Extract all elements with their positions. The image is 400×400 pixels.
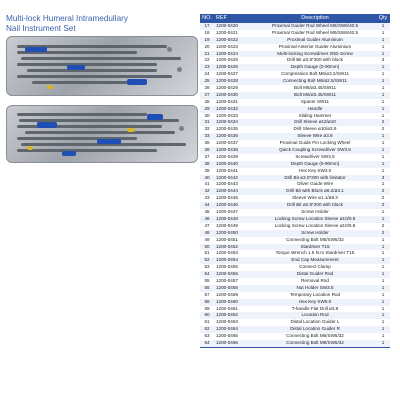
cell-qty: 1 [381,257,385,263]
header-description: Description [301,15,329,21]
cell-ref: 1200-0461 [216,305,238,311]
cell-no: 50 [204,243,210,249]
table-row [200,133,390,140]
cell-no: 56 [204,284,210,290]
cell-qty: 1 [381,71,385,77]
cell-no: 62 [204,326,210,332]
table-row [200,126,390,133]
cell-ref: 1200-0456 [216,271,238,277]
cell-description: Proximal Anterior Guider Aluminium [278,43,352,49]
cell-qty: 1 [381,215,385,221]
cell-no: 53 [204,264,210,270]
cell-description: Drill Bit ø3.0*300 with limitator [284,174,346,180]
cell-no: 57 [204,291,210,297]
cell-ref: 1200-0448 [216,215,238,221]
cell-qty: 2 [381,202,385,208]
cell-qty: 3 [381,57,385,63]
cell-no: 51 [204,250,210,256]
table-row [200,119,390,126]
cell-qty: 1 [381,78,385,84]
cell-ref: 1200-0426 [216,64,238,70]
cell-ref: 1200-0444 [216,188,238,194]
table-row [200,154,390,161]
cell-ref: 1200-0466 [216,339,238,345]
cell-qty: 1 [381,98,385,104]
cell-no: 61 [204,319,210,325]
table-row [200,161,390,168]
cell-description: Connecting Bolt M5/SW5/32 [286,236,344,242]
cell-qty: 1 [381,264,385,270]
cell-description: Proximal Guide Pin Locking Wheel [279,140,351,146]
table-row [200,113,390,120]
table-row [200,216,390,223]
cell-ref: 1200-0427 [216,71,238,77]
cell-ref: 1200-0433 [216,112,238,118]
cell-description: Drill Bit ø3.8*300 with block [287,57,343,63]
cell-qty: 1 [381,298,385,304]
cell-qty: 1 [381,284,385,290]
cell-description: Screw Holder [301,209,329,215]
cell-description: Multi-locking Screwdriver 2ND Screw [277,50,353,56]
cell-no: 58 [204,298,210,304]
cell-no: 45 [204,209,210,215]
table-row [200,64,390,71]
cell-ref: 1200-0464 [216,326,238,332]
table-row [200,319,390,326]
cell-qty: 1 [381,29,385,35]
table-row [200,312,390,319]
table-row [200,223,390,230]
cell-qty: 1 [381,326,385,332]
table-row [200,306,390,313]
table-row [200,175,390,182]
cell-no: 20 [204,43,210,49]
cell-no: 46 [204,215,210,221]
cell-qty: 1 [381,153,385,159]
cell-ref: 1200-0465 [216,333,238,339]
table-row [200,188,390,195]
cell-no: 19 [204,36,210,42]
table-row [200,78,390,85]
cell-ref: 1200-0451 [216,236,238,242]
cell-ref: 1200-0423 [216,43,238,49]
cell-ref: 1200-0431 [216,98,238,104]
cell-no: 54 [204,271,210,277]
table-row [200,202,390,209]
cell-description: Compression Bolt M6/ø3.2/SW11 [281,71,349,77]
cell-description: Proximal Guider Rod Wheel M6/SW6/40.5 [271,29,359,35]
cell-ref: 1200-0420 [216,23,238,28]
cell-qty: 1 [381,312,385,318]
cell-ref: 1200-0454 [216,257,238,263]
cell-description: Distal Location Guider L [290,319,340,325]
cell-qty: 1 [381,91,385,97]
cell-description: Stardriver T15 [300,243,330,249]
table-row [200,147,390,154]
table-row [200,237,390,244]
table-row [200,285,390,292]
table-row [200,264,390,271]
cell-no: 60 [204,312,210,318]
cell-qty: 1 [381,140,385,146]
cell-ref: 1200-0425 [216,57,238,63]
cell-description: Connect Clamp [299,264,331,270]
cell-ref: 1200-0434 [216,119,238,125]
cell-description: Distal Location Guider R [290,326,340,332]
table-row [200,99,390,106]
table-row [200,57,390,64]
table-row [200,195,390,202]
cell-no: 64 [204,339,210,345]
cell-description: Screw Holder [301,229,329,235]
cell-qty: 1 [381,105,385,111]
table-row [200,278,390,285]
table-row [200,340,390,347]
table-row [200,209,390,216]
instrument-tray-photo-bottom [6,105,198,163]
cell-ref: 1200-0447 [216,209,238,215]
cell-description: Nut Holder SW3.5 [296,284,334,290]
cell-qty: 2 [381,188,385,194]
cell-no: 38 [204,160,210,166]
cell-ref: 1200-0435 [216,126,238,132]
cell-description: T-handle Flat Drill ø3.8 [291,305,339,311]
cell-ref: 1200-0436 [216,133,238,139]
cell-ref: 1200-0457 [216,277,238,283]
cell-no: 32 [204,126,210,132]
cell-ref: 1200-0438 [216,147,238,153]
cell-ref: 1200-0421 [216,29,238,35]
cell-description: Drill Bit with Block ø8.2/ø3.1 [286,188,344,194]
cell-description: Hex Key SW5.0 [298,298,332,304]
cell-ref: 1200-0424 [216,50,238,56]
cell-qty: 1 [381,64,385,70]
cell-qty: 1 [381,236,385,242]
cell-qty: 1 [381,85,385,91]
cell-ref: 1200-0462 [216,312,238,318]
cell-description: Bolt M6/ø3.45/SW11 [293,91,337,97]
cell-no: 37 [204,153,210,159]
cell-qty: 1 [381,43,385,49]
cell-description: Drill Sleeve ø13/ø10 [294,119,336,125]
cell-description: Sliding Hammer [298,112,332,118]
cell-no: 26 [204,85,210,91]
cell-description: Bolt M6/ø3.45/SW11 [293,85,337,91]
cell-description: Proximal Guider Aluminium [287,36,343,42]
cell-qty: 1 [381,160,385,166]
cell-ref: 1200-0442 [216,174,238,180]
table-row [200,257,390,264]
cell-description: Location Rod [301,312,329,318]
table-row [200,244,390,251]
set-title-line-2: Nail Instrument Set [6,23,76,33]
cell-ref: 1200-0422 [216,36,238,42]
cell-ref: 1200-0459 [216,291,238,297]
cell-no: 36 [204,147,210,153]
cell-ref: 1200-0430 [216,91,238,97]
cell-no: 41 [204,181,210,187]
cell-description: Distal Guider Rod [296,271,334,277]
cell-ref: 1200-0463 [216,319,238,325]
cell-no: 47 [204,222,210,228]
cell-no: 33 [204,133,210,139]
set-title [6,14,196,33]
table-row [200,92,390,99]
cell-ref: 1200-0453 [216,250,238,256]
cell-qty: 1 [381,243,385,249]
cell-no: 40 [204,174,210,180]
cell-ref: 1200-0450 [216,229,238,235]
cell-no: 18 [204,29,210,35]
cell-qty: 1 [381,291,385,297]
cell-no: 63 [204,333,210,339]
cell-description: Depth Gauge (0-90mm) [290,160,340,166]
cell-description: Screwdriver SW3.5 [295,153,335,159]
cell-description: Sleeve Wire ø3.8 [297,133,333,139]
cell-qty: 1 [381,36,385,42]
cell-no: 22 [204,57,210,63]
table-row [200,271,390,278]
header-qty: Qty [378,15,388,21]
table-row [200,230,390,237]
table-row [200,44,390,51]
cell-no: 48 [204,229,210,235]
cell-ref: 1200-0458 [216,284,238,290]
cell-qty: 1 [381,250,385,256]
cell-no: 42 [204,188,210,194]
cell-ref: 1200-0452 [216,243,238,249]
cell-no: 28 [204,98,210,104]
cell-qty: 1 [381,181,385,187]
cell-no: 21 [204,50,210,56]
header-no: NO. [202,15,212,21]
cell-qty: 1 [381,167,385,173]
cell-no: 29 [204,105,210,111]
cell-qty: 1 [381,271,385,277]
cell-qty: 1 [381,112,385,118]
cell-no: 31 [204,119,210,125]
table-row [200,292,390,299]
table-row [200,71,390,78]
cell-description: Quick Coupling Screwdriver SW3.5 [279,147,351,153]
cell-description: Locking Screw Location Sleeve ø10/5.8 [274,215,356,221]
cell-description: Temporary Location Rod [289,291,341,297]
cell-qty: 1 [381,339,385,345]
table-row [200,299,390,306]
table-row [200,181,390,188]
cell-qty: 2 [381,126,385,132]
cell-qty: 1 [381,277,385,283]
instrument-tray-photo-top [6,36,198,96]
cell-no: 43 [204,195,210,201]
cell-ref: 1200-0432 [216,105,238,111]
cell-qty: 1 [381,305,385,311]
cell-qty: 1 [381,147,385,153]
cell-ref: 1200-0437 [216,140,238,146]
cell-no: 24 [204,71,210,77]
cell-qty: 1 [381,333,385,339]
cell-no: 49 [204,236,210,242]
cell-no: 30 [204,112,210,118]
instrument-parts-table [200,14,390,348]
cell-qty: 2 [381,119,385,125]
cell-description: Drill Sleeve ø10/ø3.9 [293,126,337,132]
cell-no: 44 [204,202,210,208]
cell-description: Drill Bit ø2.8*200 with block [287,202,343,208]
cell-ref: 1200-0440 [216,160,238,166]
cell-qty: 2 [381,222,385,228]
table-row [200,140,390,147]
table-row [200,51,390,58]
set-title-line-1: Multi-lock Humeral Intramedullary [6,14,128,23]
cell-ref: 1200-0445 [216,195,238,201]
table-row [200,106,390,113]
cell-description: Removal Rod [301,277,329,283]
cell-ref: 1200-0455 [216,264,238,270]
cell-qty: 1 [381,50,385,56]
cell-no: 59 [204,305,210,311]
cell-description: Connecting Bolt M6/ø2.5/SW11 [282,78,347,84]
cell-description: End Cap Measurement [291,257,339,263]
cell-qty: 1 [381,209,385,215]
cell-qty: 2 [381,195,385,201]
cell-description: Hex Key SW3.0 [298,167,332,173]
cell-ref: 1200-0439 [216,153,238,159]
cell-ref: 1200-0460 [216,298,238,304]
table-row [200,85,390,92]
cell-description: Torque Wrench 1.5 N.m Stardriver T15 [275,250,355,256]
cell-description: Handle [307,105,323,111]
table-row [200,250,390,257]
cell-no: 39 [204,167,210,173]
cell-ref: 1200-0443 [216,181,238,187]
cell-no: 35 [204,140,210,146]
cell-description: Spaner SW11 [300,98,330,104]
cell-ref: 1200-0429 [216,85,238,91]
cell-qty: 1 [381,133,385,139]
header-ref: REF [216,15,227,21]
cell-description: Locking Screw Location Sleeve ø10/5.8 [274,222,356,228]
table-header [200,14,390,23]
table-body [200,23,390,348]
table-row [200,30,390,37]
cell-no: 25 [204,78,210,84]
cell-description: Depth Gauge (0-90mm) [290,64,340,70]
table-row [200,23,390,30]
cell-qty: 1 [381,23,385,28]
cell-description: Proximal Guider Rod Wheel M6/SW6/40.5 [271,23,359,28]
table-row [200,326,390,333]
cell-description: Connecting Bolt M9/SW5/32 [286,339,344,345]
cell-ref: 1200-0441 [216,167,238,173]
cell-no: 23 [204,64,210,70]
cell-description: Connecting Bolt M6/SW5/32 [286,333,344,339]
table-row [200,37,390,44]
cell-qty: 2 [381,229,385,235]
cell-no: 52 [204,257,210,263]
table-row [200,333,390,340]
table-row [200,168,390,175]
cell-qty: 3 [381,174,385,180]
cell-no: 55 [204,277,210,283]
cell-ref: 1200-0428 [216,78,238,84]
cell-qty: 1 [381,319,385,325]
cell-ref: 1200-0449 [216,222,238,228]
cell-no: 27 [204,91,210,97]
cell-description: Sleeve Wire ø1.1/ø8.3 [292,195,338,201]
cell-description: Oliver Guide Wire [296,181,334,187]
cell-ref: 1200-0446 [216,202,238,208]
cell-no: 17 [204,23,210,28]
